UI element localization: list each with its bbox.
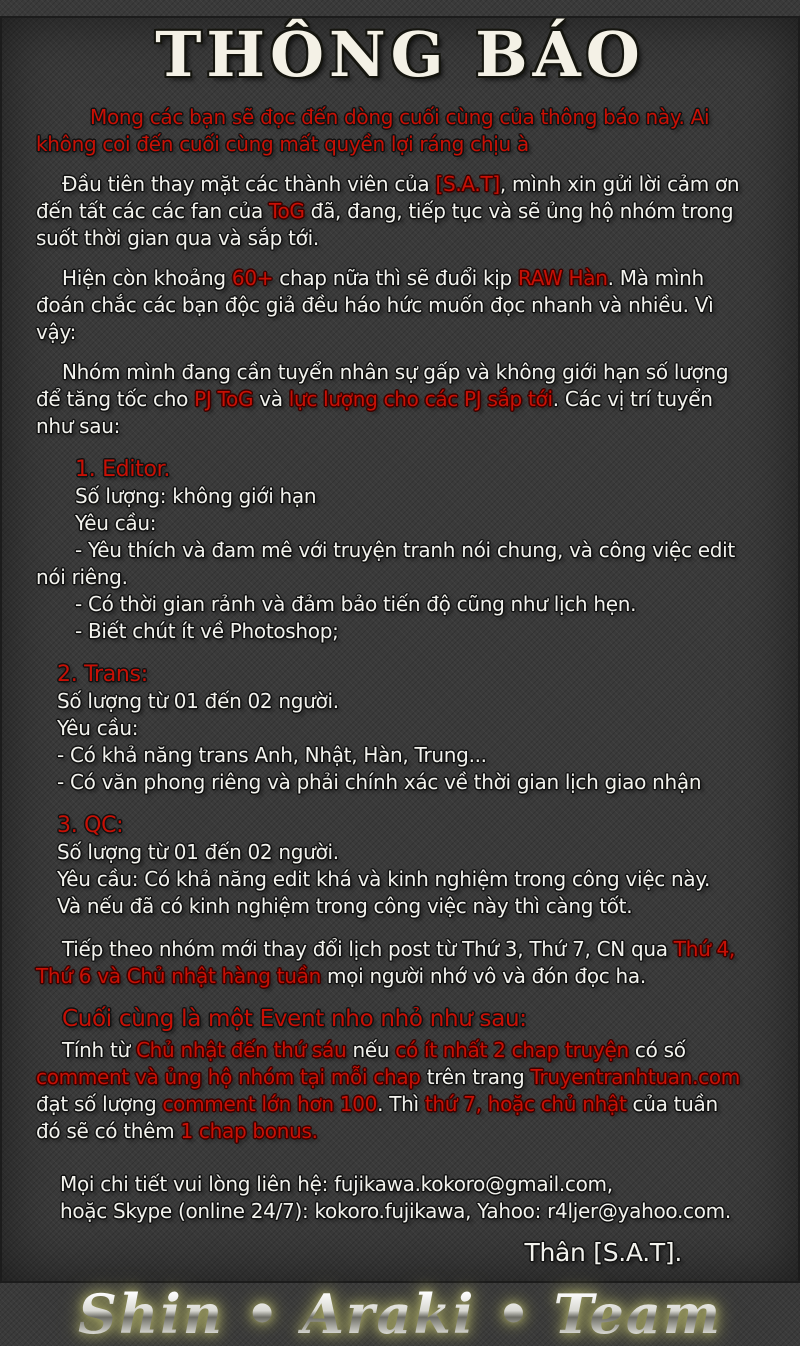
event-heading: Cuối cùng là một Event nho nhỏ như sau:: [62, 1006, 527, 1032]
section-editor: [36, 456, 742, 645]
text-segment: 60+: [231, 266, 274, 290]
text-segment: thứ 7, hoặc chủ nhật: [424, 1092, 627, 1116]
text-segment: . Các vị trí tuyển như sau:: [36, 387, 713, 438]
section-qc-line: Và nếu đã có kinh nghiệm trong công việc này thì càng tốt.: [57, 894, 633, 918]
section-trans-heading: 2. Trans:: [57, 662, 148, 687]
paragraph-schedule: [36, 936, 742, 990]
text-segment: Thứ 4, Thứ 6 và Chủ nhật hàng tuần: [36, 937, 735, 988]
text-segment: đạt số lượng: [36, 1092, 163, 1116]
text-segment: chap nữa thì sẽ đuổi kịp: [273, 266, 518, 290]
paragraph-thanks: [36, 171, 742, 252]
text-segment: RAW Hàn: [517, 266, 608, 290]
section-editor-line: - Biết chút ít về Photoshop;: [75, 619, 339, 643]
section-editor-line: - Yêu thích và đam mê với truyện tranh nói chung, và công việc edit nói riêng.: [36, 538, 735, 589]
text-segment: mọi người nhớ vô và đón đọc ha.: [320, 964, 646, 988]
text-segment: [S.A.T]: [435, 172, 500, 196]
section-trans-line: - Có văn phong riêng và phải chính xác về thời gian lịch giao nhận: [57, 770, 702, 794]
paragraph-recruitment: [36, 359, 742, 440]
text-segment: 1 chap bonus.: [180, 1119, 318, 1143]
text-segment: đã, đang, tiếp tục và sẽ ủng hộ nhóm trong suốt thời gian qua và sắp tới.: [36, 199, 734, 250]
section-editor-heading: 1. Editor.: [75, 457, 171, 482]
text-segment: ToG: [268, 199, 305, 223]
text-segment: Chủ nhật đến thứ sáu: [135, 1038, 347, 1062]
text-segment: có số: [628, 1038, 686, 1062]
section-qc-line: Số lượng từ 01 đến 02 người.: [57, 840, 339, 864]
section-editor-line: - Có thời gian rảnh và đảm bảo tiến độ cũng như lịch hẹn.: [75, 592, 637, 616]
text-segment: comment lớn hơn 100: [162, 1092, 378, 1116]
text-segment: Đầu tiên thay mặt các thành viên của: [62, 172, 436, 196]
text-segment: trên trang: [420, 1065, 531, 1089]
paragraph-progress: [36, 265, 742, 346]
intro-warning: Mong các bạn sẽ đọc đến dòng cuối cùng của thông báo này. Ai không coi đến cuối cùng mất quyền lợi ráng chịu à: [36, 105, 710, 156]
section-editor-line: Số lượng: không giới hạn: [75, 484, 317, 508]
contact-skype-line: hoặc Skype (online 24/7): kokoro.fujikawa, Yahoo: r4ljer@yahoo.com.: [60, 1199, 731, 1223]
text-segment: Nhóm mình đang cần tuyển nhân sự gấp và không giới hạn số lượng để tăng tốc cho: [36, 360, 729, 411]
text-segment: có ít nhất 2 chap truyện: [395, 1038, 629, 1062]
section-qc-line: Yêu cầu: Có khả năng edit khá và kinh nghiệm trong công việc này.: [57, 867, 711, 891]
text-segment: nếu: [346, 1038, 396, 1062]
signature: Thân [S.A.T].: [524, 1238, 682, 1267]
page-title: THÔNG BÁO: [155, 18, 645, 91]
section-qc-heading: 3. QC:: [57, 813, 124, 838]
text-segment: Hiện còn khoảng: [62, 266, 232, 290]
text-segment: của tuần đó sẽ có thêm: [36, 1092, 718, 1143]
announcement-body: [0, 104, 800, 1266]
text-segment: PJ ToG: [194, 387, 254, 411]
section-trans-line: - Có khả năng trans Anh, Nhật, Hàn, Trung...: [57, 743, 487, 767]
section-trans-line: Số lượng từ 01 đến 02 người.: [57, 689, 339, 713]
text-segment: Truyentranhtuan.com: [530, 1065, 740, 1089]
text-segment: comment và ủng hộ nhóm tại mỗi chap: [36, 1065, 421, 1089]
text-segment: lực lượng cho các PJ sắp tới: [288, 387, 553, 411]
text-segment: Tiếp theo nhóm mới thay đổi lịch post từ Thứ 3, Thứ 7, CN qua: [62, 937, 674, 961]
text-segment: . Mà mình đoán chắc các bạn độc giả đều háo hức muốn đọc nhanh và nhiều. Vì vậy:: [36, 266, 714, 344]
section-qc: [36, 812, 742, 920]
section-editor-line: Yêu cầu:: [75, 511, 157, 535]
section-trans: [36, 661, 742, 796]
contact-info: [60, 1171, 742, 1225]
section-trans-line: Yêu cầu:: [57, 716, 139, 740]
contact-email-line: Mọi chi tiết vui lòng liên hệ: fujikawa.kokoro@gmail.com,: [60, 1172, 613, 1196]
paragraph-event: [36, 1037, 742, 1145]
text-segment: . Thì: [377, 1092, 425, 1116]
text-segment: Tính từ: [62, 1038, 136, 1062]
text-segment: , mình xin gửi lời cảm ơn đến tất các các fan của: [36, 172, 740, 223]
text-segment: và: [253, 387, 289, 411]
team-logo: Shin • Araki • Team: [0, 1282, 800, 1346]
